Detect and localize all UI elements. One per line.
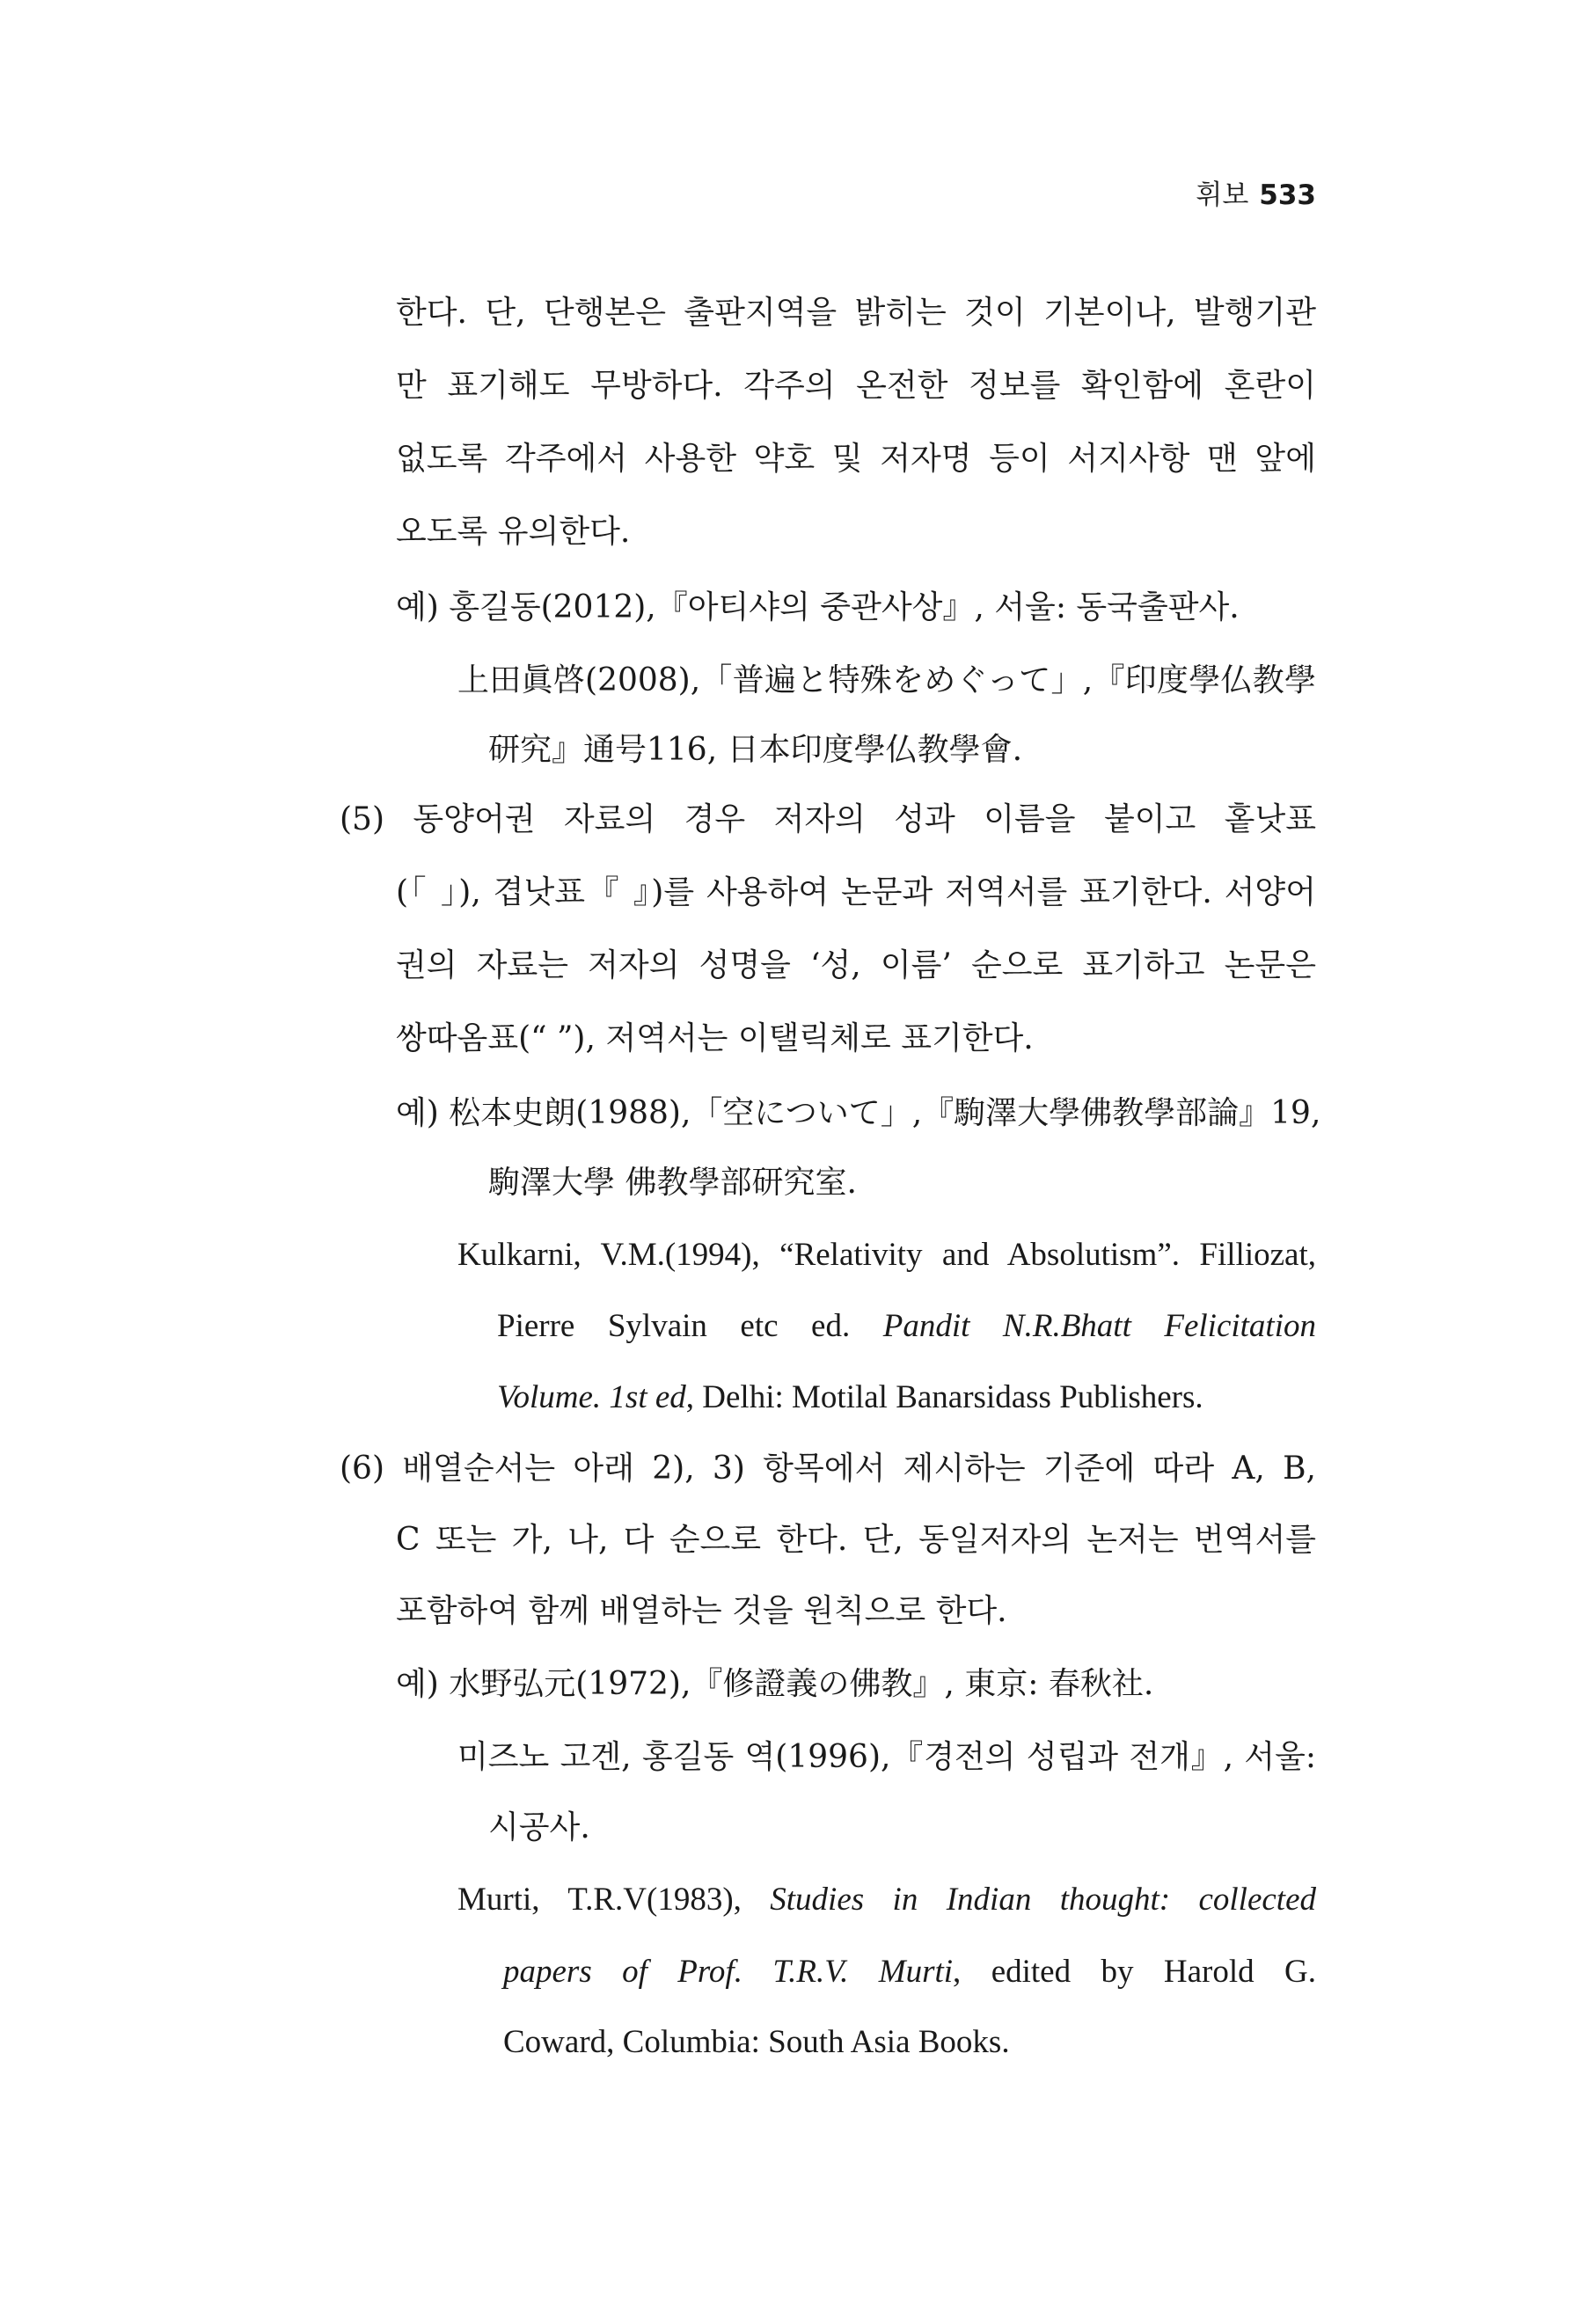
list-item-line: 쌍따옴표(“ ”), 저역서는 이탤릭체로 표기한다. xyxy=(396,1020,1034,1056)
intro-line: 없도록 각주에서 사용한 약호 및 저자명 등이 서지사항 맨 앞에 xyxy=(396,441,1316,477)
running-header xyxy=(1196,172,1316,212)
reference-line xyxy=(497,1380,1203,1415)
list-item-line: C 또는 가, 나, 다 순으로 한다. 단, 동일저자의 논저는 번역서를 xyxy=(396,1522,1316,1558)
example-line: 研究』通号116, 日本印度學仏教學會. xyxy=(488,732,1023,768)
list-item-line: 권의 자료는 저자의 성명을 ‘성, 이름’ 순으로 표기하고 논문은 xyxy=(396,947,1316,983)
reference-title-italic: papers of Prof. T.R.V. Murti xyxy=(503,1954,954,1990)
example-line: 예) 松本史朗(1988),「空について」,『駒澤大學佛教學部論』19, xyxy=(396,1095,1321,1131)
reference-text: Pierre Sylvain etc ed. xyxy=(497,1308,883,1344)
list-item-line: (「 」), 겹낫표『 』)를 사용하여 논문과 저역서를 표기한다. 서양어 xyxy=(396,874,1316,910)
reference-line: Coward, Columbia: South Asia Books. xyxy=(503,2024,1010,2060)
reference-line xyxy=(503,1955,1316,1990)
intro-line: 한다. 단, 단행본은 출판지역을 밝히는 것이 기본이나, 발행기관 xyxy=(396,295,1316,331)
list-item-line: (5) 동양어권 자료의 경우 저자의 성과 이름을 붙이고 홑낫표 xyxy=(340,801,1316,837)
header-section-title: 휘보 xyxy=(1196,179,1249,211)
reference-line xyxy=(457,1882,1316,1918)
reference-text: Murti, T.R.V(1983), xyxy=(457,1882,771,1918)
reference-text: , edited by Harold G. xyxy=(953,1954,1317,1990)
reference-line xyxy=(497,1309,1316,1344)
example-line: 미즈노 고겐, 홍길동 역(1996),『경전의 성립과 전개』, 서울: xyxy=(457,1739,1316,1775)
example-line: 上田眞啓(2008),「普遍と特殊をめぐって」,『印度學仏教學 xyxy=(457,662,1316,698)
page-number: 533 xyxy=(1259,179,1316,211)
example-line: 駒澤大學 佛教學部研究室. xyxy=(488,1165,857,1201)
intro-line: 오도록 유의한다. xyxy=(396,514,631,550)
reference-text: , Delhi: Motilal Banarsidass Publishers. xyxy=(685,1379,1203,1415)
reference-line: Kulkarni, V.M.(1994), “Relativity and Absolutism”. Filliozat, xyxy=(457,1237,1316,1273)
reference-title-italic: Studies in Indian thought: collected xyxy=(770,1882,1316,1918)
reference-title-italic: Volume. 1st ed xyxy=(497,1379,686,1415)
example-line: 시공사. xyxy=(488,1809,590,1845)
list-item-line: 포함하여 함께 배열하는 것을 원칙으로 한다. xyxy=(396,1593,1007,1629)
reference-title-italic: Pandit N.R.Bhatt Felicitation xyxy=(882,1308,1316,1344)
list-item-line: (6) 배열순서는 아래 2), 3) 항목에서 제시하는 기준에 따라 A, B, xyxy=(340,1451,1316,1487)
intro-line: 만 표기해도 무방하다. 각주의 온전한 정보를 확인함에 혼란이 xyxy=(396,368,1316,404)
example-line: 예) 水野弘元(1972),『修證義の佛教』, 東京: 春秋社. xyxy=(396,1666,1154,1702)
example-line: 예) 홍길동(2012),『아티샤의 중관사상』, 서울: 동국출판사. xyxy=(396,589,1240,625)
